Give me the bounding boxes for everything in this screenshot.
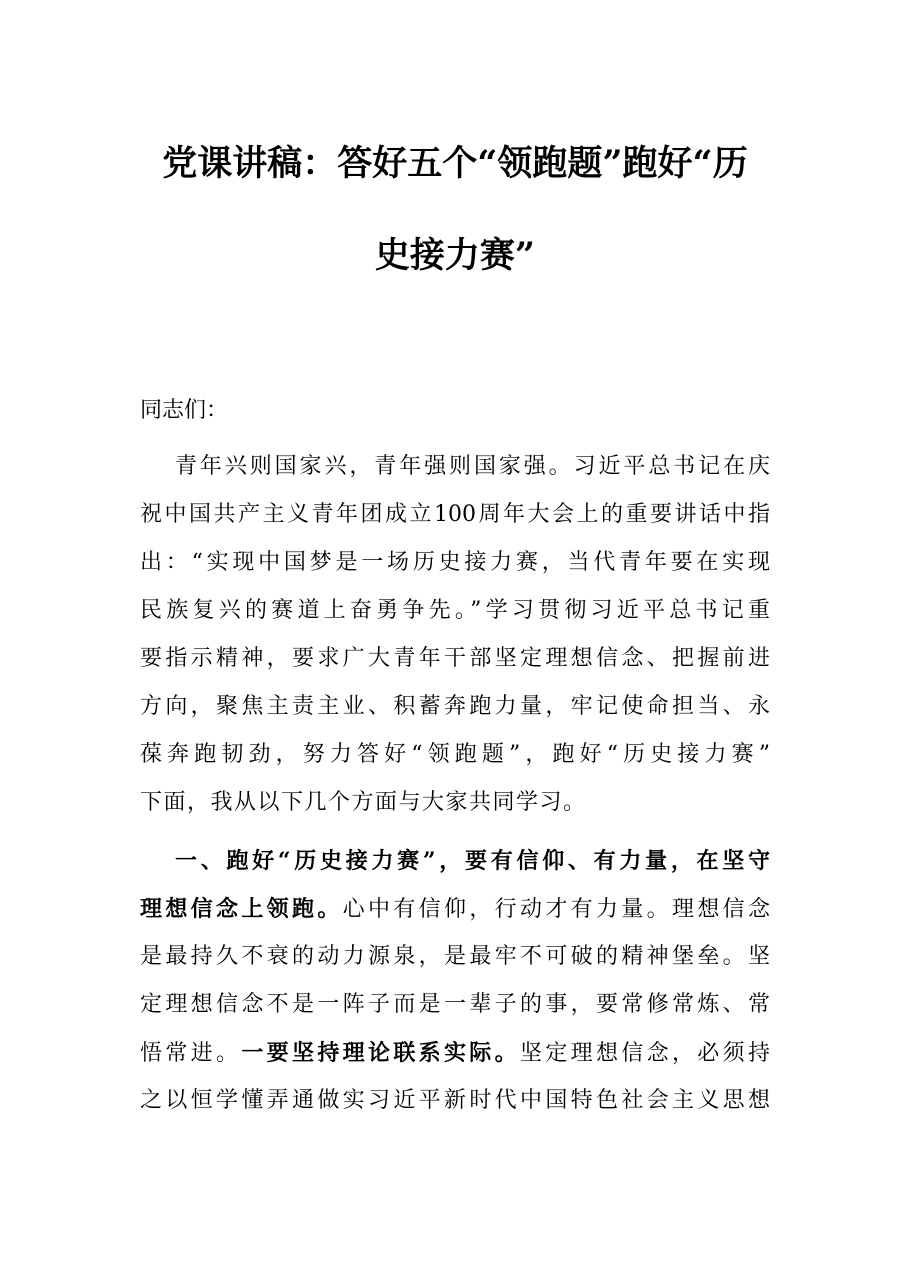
paragraph-1-line-4: 民族复兴的赛道上奋勇争先。”学习贯彻习近平总书记重 xyxy=(140,598,770,623)
paragraph-1-line-8: 下面，我从以下几个方面与大家共同学习。 xyxy=(140,790,587,815)
paragraph-2-line-4: 定理想信念不是一阵子而是一辈子的事，要常修常炼、常 xyxy=(140,992,770,1017)
paragraph-2-line-2 xyxy=(140,894,770,925)
paragraph-2-line-5-pre: 悟常进。 xyxy=(140,1041,242,1066)
paragraph-2-line-6: 之以恒学懂弄通做实习近平新时代中国特色社会主义思想 xyxy=(140,1088,770,1113)
paragraph-2-line-5 xyxy=(140,1038,770,1069)
subheading-1: 一要坚持理论联系实际。 xyxy=(241,1040,520,1066)
paragraph-1-line-1: 青年兴则国家兴，青年强则国家强。习近平总书记在庆 xyxy=(175,454,770,479)
greeting: 同志们： xyxy=(140,398,229,423)
section-1-heading-line-2: 理想信念上领跑。 xyxy=(140,896,343,922)
document-title-line-1: 党课讲稿：答好五个“领跑题”跑好“历 xyxy=(162,143,748,184)
paragraph-1-line-6: 方向，聚焦主责主业、积蓄奔跑力量，牢记使命担当、永 xyxy=(140,694,770,719)
paragraph-2-line-5-rest: 坚定理想信念，必须持 xyxy=(519,1041,770,1066)
paragraph-1-line-7: 葆奔跑韧劲，努力答好“领跑题”，跑好“历史接力赛” xyxy=(140,742,770,767)
paragraph-1-line-5: 要指示精神，要求广大青年干部坚定理想信念、把握前进 xyxy=(140,646,770,671)
paragraph-1-line-3: 出：“实现中国梦是一场历史接力赛，当代青年要在实现 xyxy=(140,550,770,575)
paragraph-1-line-2: 祝中国共产主义青年团成立100周年大会上的重要讲话中指 xyxy=(140,502,770,527)
section-1-heading-line-1: 一、跑好“历史接力赛”，要有信仰、有力量，在坚守 xyxy=(175,848,770,874)
paragraph-2-line-2-text: 心中有信仰，行动才有力量。理想信念 xyxy=(342,897,770,922)
document-title-line-2: 史接力赛” xyxy=(374,235,536,276)
paragraph-2-line-3: 是最持久不衰的动力源泉，是最牢不可破的精神堡垒。坚 xyxy=(140,944,770,969)
